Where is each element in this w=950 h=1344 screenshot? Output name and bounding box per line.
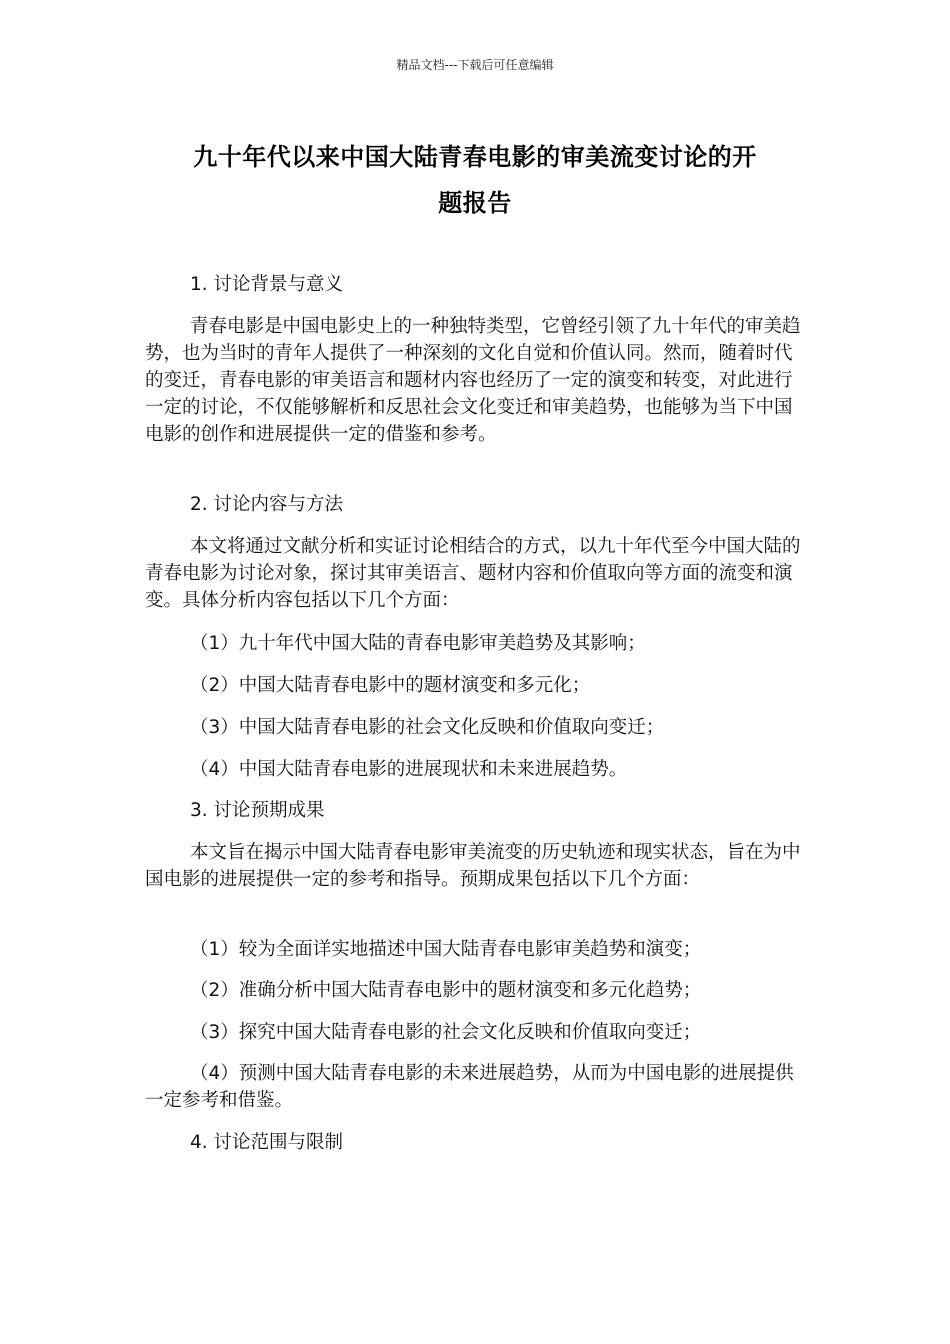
page-header: 精品文档---下载后可任意编辑 [396,58,554,72]
section-3-paragraph: 本文旨在揭示中国大陆青春电影审美流变的历史轨迹和现实状态，旨在为中国电影的进展提供一定的参考和指导。预期成果包括以下几个方面： [145,842,801,890]
section-2-paragraph: 本文将通过文献分析和实证讨论相结合的方式，以九十年代至今中国大陆的青春电影为讨论对象，探讨其审美语言、题材内容和价值取向等方面的流变和演变。具体分析内容包括以下几个方面： [145,536,801,611]
section-3-item-4: （4）预测中国大陆青春电影的未来进展趋势，从而为中国电影的进展提供一定参考和借鉴。 [145,1063,794,1111]
section-2-item-3: （3）中国大陆青春电影的社会文化反映和价值取向变迁； [190,717,665,738]
section-1-paragraph: 青春电影是中国电影史上的一种独特类型，它曾经引领了九十年代的审美趋势，也为当时的青年人提供了一种深刻的文化自觉和价值认同。然而，随着时代的变迁，青春电影的审美语言和题材内容也经历了一定的演变和转变，对此进行一定的讨论，不仅能够解析和反思社会文化变迁和审美趋势，也能够为当下中国电影的创作和进展提供一定的借鉴和参考。 [145,316,801,445]
title-line-1: 九十年代以来中国大陆青春电影的审美流变讨论的开 [193,143,757,171]
section-3-item-2: （2）准确分析中国大陆青春电影中的题材演变和多元化趋势； [190,980,702,1001]
section-3-item-3: （3）探究中国大陆青春电影的社会文化反映和价值取向变迁； [190,1022,702,1043]
section-2-heading: 2. 讨论内容与方法 [190,494,344,515]
document-title [140,134,810,226]
section-3-item-1: （1）较为全面详实地描述中国大陆青春电影审美趋势和演变； [190,939,702,960]
section-1-heading: 1. 讨论背景与意义 [190,274,344,295]
section-4-heading: 4. 讨论范围与限制 [190,1132,344,1153]
section-2-item-4: （4）中国大陆青春电影的进展现状和未来进展趋势。 [190,759,628,780]
section-3-heading: 3. 讨论预期成果 [190,800,325,821]
section-2-item-2: （2）中国大陆青春电影中的题材演变和多元化； [190,675,591,696]
title-line-2: 题报告 [438,189,512,217]
section-2-item-1: （1）九十年代中国大陆的青春电影审美趋势及其影响； [190,633,646,654]
